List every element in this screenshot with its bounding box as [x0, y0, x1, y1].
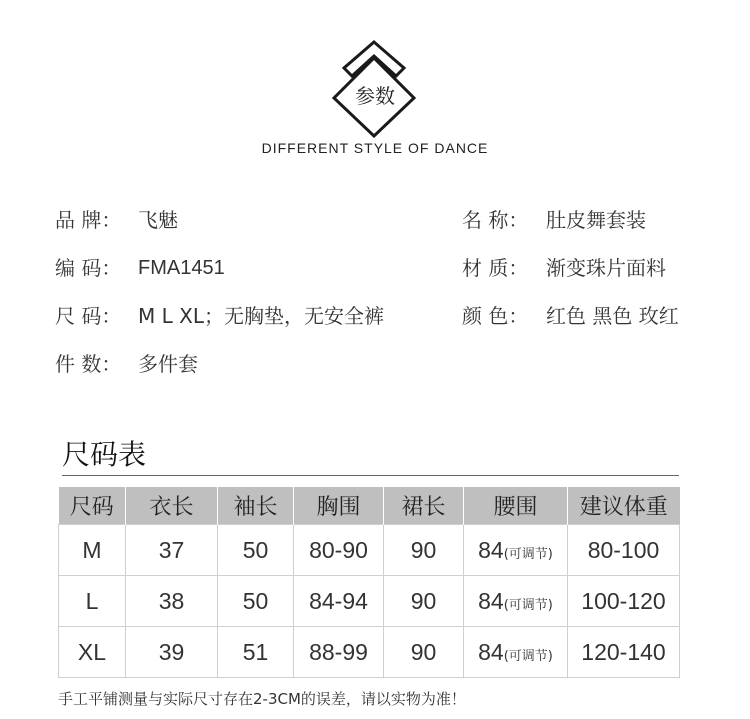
info-value: 肚皮舞套装	[546, 208, 646, 232]
table-cell-waist	[464, 627, 568, 678]
info-value: 红色 黑色 玫红	[546, 304, 679, 328]
info-name	[462, 208, 646, 232]
table-cell: 80-90	[294, 525, 384, 576]
waist-value: 84	[478, 587, 504, 614]
table-cell: 84-94	[294, 576, 384, 627]
table-cell: 80-100	[568, 525, 680, 576]
size-chart-title: 尺码表	[62, 438, 147, 471]
table-cell: 50	[218, 576, 294, 627]
info-label: 件 数：	[55, 352, 122, 376]
table-cell: 51	[218, 627, 294, 678]
table-cell: 88-99	[294, 627, 384, 678]
table-cell: 120-140	[568, 627, 680, 678]
header-cell: 腰围	[464, 487, 568, 525]
table-cell: 39	[126, 627, 218, 678]
info-label: 材 质：	[462, 256, 529, 280]
header-cell: 衣长	[126, 487, 218, 525]
waist-note: (可调节)	[503, 648, 553, 664]
header-cell: 建议体重	[568, 487, 680, 525]
table-cell: 90	[384, 525, 464, 576]
info-pieces	[55, 352, 198, 376]
waist-value: 84	[478, 638, 504, 665]
table-cell: 37	[126, 525, 218, 576]
waist-note: (可调节)	[503, 597, 553, 613]
table-cell-waist	[464, 525, 568, 576]
header-cell: 尺码	[59, 487, 126, 525]
info-label: 名 称：	[462, 208, 529, 232]
table-cell: 100-120	[568, 576, 680, 627]
header-cell: 裙长	[384, 487, 464, 525]
info-code	[55, 256, 225, 280]
header-cell: 胸围	[294, 487, 384, 525]
table-cell: L	[59, 576, 126, 627]
table-cell: 90	[384, 627, 464, 678]
table-header-row	[59, 487, 680, 525]
subtitle: DIFFERENT STYLE OF DANCE	[261, 140, 489, 156]
info-value: M L XL；无胸垫，无安全裤	[138, 304, 384, 328]
info-value: 渐变珠片面料	[546, 256, 666, 280]
info-label: 品 牌：	[55, 208, 122, 232]
section-divider	[62, 475, 679, 476]
info-brand	[55, 208, 178, 232]
info-size	[55, 304, 384, 328]
info-label: 尺 码：	[55, 304, 122, 328]
info-label: 编 码：	[55, 256, 122, 280]
measurement-note: 手工平铺测量与实际尺寸存在2-3CM的误差，请以实物为准！	[58, 690, 466, 708]
info-material	[462, 256, 666, 280]
size-table	[58, 487, 680, 678]
table-row	[59, 576, 680, 627]
waist-note: (可调节)	[503, 546, 553, 562]
table-row	[59, 525, 680, 576]
table-cell: 50	[218, 525, 294, 576]
info-value: 多件套	[138, 352, 198, 376]
logo-text: 参数	[355, 84, 395, 108]
table-cell: XL	[59, 627, 126, 678]
table-cell-waist	[464, 576, 568, 627]
info-label: 颜 色：	[462, 304, 529, 328]
table-cell: M	[59, 525, 126, 576]
table-cell: 38	[126, 576, 218, 627]
info-value: 飞魅	[138, 208, 178, 232]
waist-value: 84	[478, 536, 504, 563]
info-value: FMA1451	[138, 257, 225, 279]
table-row	[59, 627, 680, 678]
table-cell: 90	[384, 576, 464, 627]
info-color	[462, 304, 679, 328]
header-cell: 袖长	[218, 487, 294, 525]
